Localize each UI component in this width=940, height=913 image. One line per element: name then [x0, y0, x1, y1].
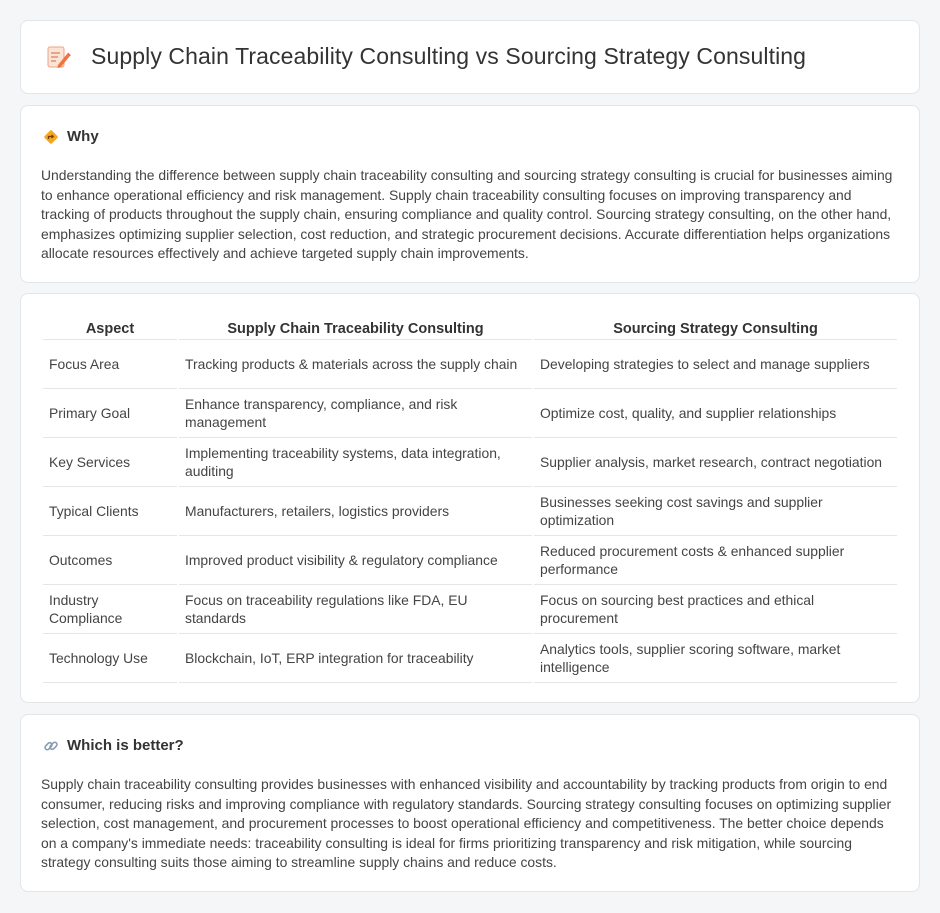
- traceability-cell: Implementing traceability systems, data integration, auditing: [179, 438, 532, 487]
- comparison-table: [41, 314, 899, 683]
- why-header: [43, 128, 99, 145]
- sourcing-cell: Focus on sourcing best practices and ethical procurement: [534, 585, 897, 634]
- traceability-cell: Blockchain, IoT, ERP integration for traceability: [179, 634, 532, 683]
- why-section: [20, 105, 920, 283]
- sourcing-cell: Analytics tools, supplier scoring software, market intelligence: [534, 634, 897, 683]
- diamond-direction-icon: [43, 129, 59, 145]
- header-aspect: Aspect: [43, 314, 177, 340]
- traceability-cell: Improved product visibility & regulatory compliance: [179, 536, 532, 585]
- table-row: [43, 438, 897, 487]
- why-text: Understanding the difference between supply chain traceability consulting and sourcing strategy consulting is crucial for businesses aiming to enhance operational efficiency and risk management. Supply chain traceability consulting focuses on improving transparency and tracking of products throughout the supply chain, ensuring compliance and quality control. Sourcing strategy consulting, on the other hand, emphasizes optimizing supplier selection, cost reduction, and strategic procurement decisions. Accurate differentiation helps organizations allocate resources effectively and achieve targeted supply chain improvements.: [41, 167, 893, 262]
- why-heading: Why: [67, 128, 99, 145]
- title-card: [20, 20, 920, 94]
- header-sourcing: Sourcing Strategy Consulting: [534, 314, 897, 340]
- title-row: [45, 43, 806, 70]
- aspect-cell: Typical Clients: [43, 487, 177, 536]
- table-row: [43, 585, 897, 634]
- sourcing-cell: Reduced procurement costs & enhanced supplier performance: [534, 536, 897, 585]
- comparison-section: [20, 293, 920, 703]
- aspect-cell: Outcomes: [43, 536, 177, 585]
- aspect-cell: Primary Goal: [43, 389, 177, 438]
- table-row: [43, 536, 897, 585]
- sourcing-cell: Developing strategies to select and manage suppliers: [534, 340, 897, 389]
- traceability-cell: Manufacturers, retailers, logistics providers: [179, 487, 532, 536]
- page-title: Supply Chain Traceability Consulting vs Sourcing Strategy Consulting: [91, 43, 807, 69]
- table-row: [43, 634, 897, 683]
- table-header-row: [43, 314, 897, 340]
- better-text: Supply chain traceability consulting provides businesses with enhanced visibility and accountability by tracking products from origin to end consumer, reducing risks and improving compliance with regulatory standards. Sourcing strategy consulting focuses on optimizing supplier selection, cost management, and procurement processes to boost operational efficiency and competitiveness. The better choice depends on a company's immediate needs: traceability consulting is ideal for firms prioritizing transparency and risk mitigation, while sourcing strategy consulting suits those aiming to streamline supply chains and reduce costs.: [41, 776, 892, 871]
- aspect-cell: Focus Area: [43, 340, 177, 389]
- sourcing-cell: Businesses seeking cost savings and supplier optimization: [534, 487, 897, 536]
- sourcing-cell: Supplier analysis, market research, contract negotiation: [534, 438, 897, 487]
- table-row: [43, 389, 897, 438]
- traceability-cell: Enhance transparency, compliance, and risk management: [179, 389, 532, 438]
- table-row: [43, 340, 897, 389]
- memo-pencil-icon: [45, 44, 71, 70]
- which-better-section: [20, 714, 920, 892]
- traceability-cell: Tracking products & materials across the supply chain: [179, 340, 532, 389]
- table-row: [43, 487, 897, 536]
- aspect-cell: Industry Compliance: [43, 585, 177, 634]
- aspect-cell: Technology Use: [43, 634, 177, 683]
- header-traceability: Supply Chain Traceability Consulting: [179, 314, 532, 340]
- sourcing-cell: Optimize cost, quality, and supplier relationships: [534, 389, 897, 438]
- traceability-cell: Focus on traceability regulations like FDA, EU standards: [179, 585, 532, 634]
- better-heading: Which is better?: [67, 737, 184, 754]
- aspect-cell: Key Services: [43, 438, 177, 487]
- link-icon: [43, 738, 59, 754]
- better-header: [43, 737, 184, 754]
